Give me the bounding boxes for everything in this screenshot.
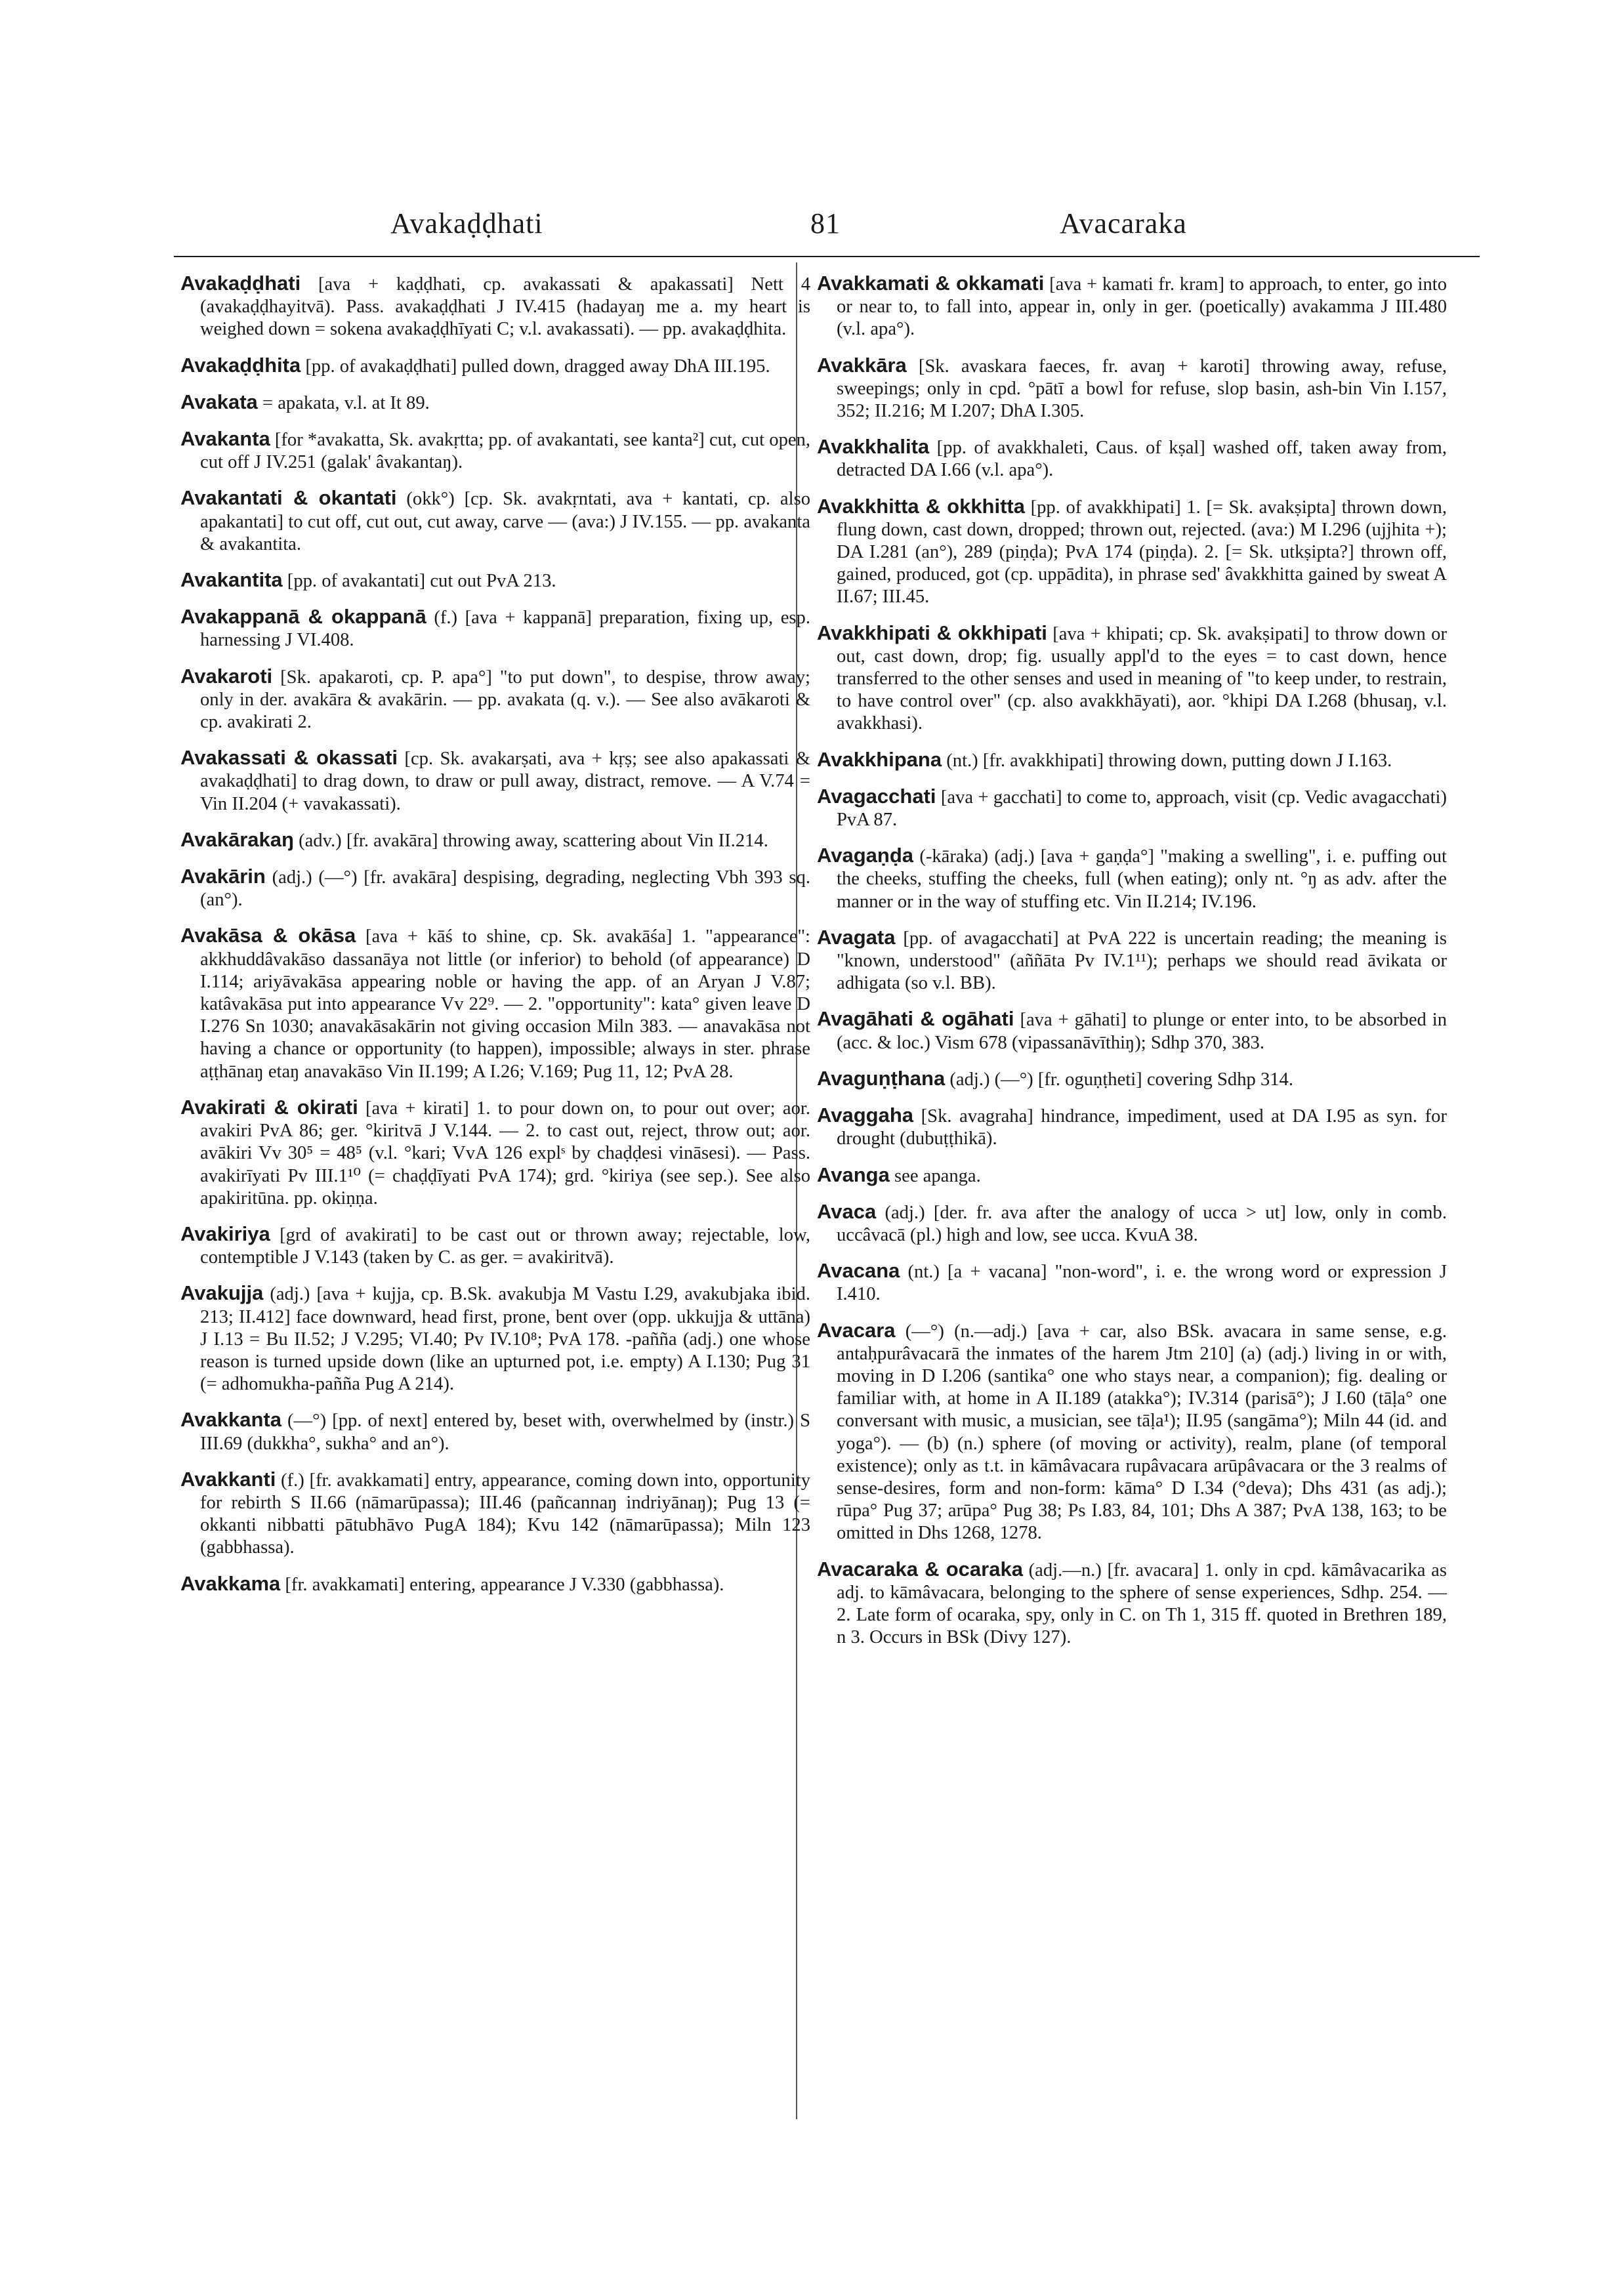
entry-definition: [ava + kamati fr. kram] to approach, to enter, go into or near to, to fall into, appear in, only in ger. (poetically) avakamma J III.480 (v.l. apa°). <box>837 274 1447 340</box>
entry-definition: (adj.) [der. fr. ava after the analogy of ucca > ut] low, only in comb. uccâvacā (pl.) high and low, see ucca. KvuA 38. <box>837 1202 1447 1245</box>
dictionary-entry <box>817 1164 1447 1188</box>
dictionary-entry <box>817 272 1447 341</box>
entry-definition: [Sk. apakaroti, cp. P. apa°] "to put down", to despise, throw away; only in der. avakāra & avakārin. — pp. avakata (q. v.). — See also avākaroti & cp. avakirati 2. <box>200 667 810 733</box>
entry-headword: Avakaḍḍhita <box>180 353 301 377</box>
entry-headword: Avacaraka & ocaraka <box>817 1557 1023 1581</box>
entry-headword: Avakkanti <box>180 1467 276 1491</box>
dictionary-entry <box>817 926 1447 995</box>
entry-definition: (adj.) (—°) [fr. avakāra] despising, degrading, neglecting Vbh 393 sq. (an°). <box>200 867 810 911</box>
entry-headword: Avakaḍḍhati <box>180 272 301 295</box>
entry-headword: Avagacchati <box>817 784 936 808</box>
entry-headword: Avacana <box>817 1259 900 1283</box>
dictionary-entry <box>817 495 1447 609</box>
entry-headword: Avakiriya <box>180 1222 270 1245</box>
entry-headword: Avakantati & okantati <box>180 486 397 510</box>
entry-headword: Avakirati & okirati <box>180 1095 358 1119</box>
dictionary-entry <box>180 924 810 1083</box>
entry-headword: Avanga <box>817 1163 890 1186</box>
entry-definition: [ava + khipati; cp. Sk. avakṣipati] to throw down or out, cast down, drop; fig. usually appl'd to the eyes = to cast down, hence transferred to the other senses and used in meaning of "to keep under, to restrain, to have control over" (cp. also avakkhāyati), aor. °khipi DA I.268 (bhusaŋ, v.l. avakkhasi). <box>837 623 1447 734</box>
entry-definition: [ava + gāhati] to plunge or enter into, to be absorbed in (acc. & loc.) Vism 678 (vipassanāvīthiŋ); Sdhp 370, 383. <box>837 1010 1447 1053</box>
dictionary-entry <box>180 487 810 556</box>
header-last-headword: Avacaraka <box>1060 207 1187 239</box>
dictionary-entry <box>180 391 810 415</box>
entry-definition: [ava + gacchati] to come to, approach, visit (cp. Vedic avagacchati) PvA 87. <box>837 787 1447 831</box>
entry-headword: Avakkhipana <box>817 747 942 771</box>
entry-headword: Avakārin <box>180 865 266 888</box>
right-column <box>817 272 1447 1662</box>
dictionary-entry <box>817 749 1447 772</box>
dictionary-entry <box>817 1260 1447 1306</box>
dictionary-entry <box>817 1201 1447 1247</box>
dictionary-entry <box>180 1573 810 1596</box>
header-rule <box>174 256 1480 257</box>
entry-headword: Avaggaha <box>817 1104 914 1127</box>
entry-definition: [grd of avakirati] to be cast out or thrown away; rejectable, low, contemptible J V.143 (taken by C. as ger. = avakiritvā). <box>200 1224 810 1268</box>
entry-headword: Avaca <box>817 1199 877 1223</box>
dictionary-entry <box>817 1104 1447 1150</box>
header-first-headword: Avakaḍḍhati <box>390 207 543 239</box>
entry-definition: (f.) [fr. avakkamati] entry, appearance, coming down into, opportunity for rebirth S II.66 (nāmarūpassa); III.46 (pañcannaŋ indriyānaŋ); Pug 13 (= okkanti nibbatti pātubhāvo PugA 184); Kvu 142 (nāmarūpassa); Miln 123 (gabbhassa). <box>200 1470 810 1558</box>
entry-definition: [ava + kaḍḍhati, cp. avakassati & apakassati] Nett 4 (avakaḍḍhayitvā). Pass. avakaḍḍhati J IV.415 (hadayaŋ me a. my heart is weighed down = sokena avakaḍḍhīyati C; v.l. avakassati). — pp. avakaḍḍhita. <box>200 274 810 340</box>
entry-definition: see apanga. <box>894 1165 981 1186</box>
dictionary-entry <box>180 1409 810 1455</box>
entry-headword: Avagāhati & ogāhati <box>817 1007 1014 1031</box>
dictionary-entry <box>180 272 810 341</box>
page-number: 81 <box>810 207 841 239</box>
dictionary-entry <box>817 436 1447 482</box>
entry-headword: Avakassati & okassati <box>180 746 398 770</box>
dictionary-entry <box>180 428 810 474</box>
dictionary-entry <box>180 829 810 852</box>
entry-headword: Avakāsa & okāsa <box>180 924 356 947</box>
dictionary-entry <box>817 1008 1447 1054</box>
entry-definition: (adj.) (—°) [fr. oguṇṭheti] covering Sdhp 314. <box>949 1069 1293 1090</box>
entry-headword: Avakanta <box>180 427 270 451</box>
left-column <box>180 272 810 1609</box>
dictionary-entry <box>180 1468 810 1560</box>
entry-headword: Avagata <box>817 925 896 949</box>
entry-headword: Avagaṇḍa <box>817 844 914 867</box>
entry-headword: Avakkhipati & okkhipati <box>817 621 1047 644</box>
entry-definition: [fr. avakkamati] entering, appearance J V.330 (gabbhassa). <box>285 1574 724 1595</box>
dictionary-entry <box>180 665 810 734</box>
entry-headword: Avakkhitta & okkhitta <box>817 494 1025 518</box>
entry-definition: = apakata, v.l. at It 89. <box>262 392 430 413</box>
entry-definition: [pp. of avakkhipati] 1. [= Sk. avakṣipta] thrown down, flung down, cast down, dropped; thrown out, rejected. (ava:) M I.296 (ujjhita +); DA I.281 (an°), 289 (piṇḍa); PvA 174 (piṇḍa). 2. [= Sk. utkṣipta?] thrown off, gained, produced, got (cp. uppādita), in phrase sed' âvakkhitta gained by sweat A II.67; III.45. <box>837 497 1447 608</box>
entry-headword: Avakantita <box>180 568 283 592</box>
entry-definition: [pp. of avakantati] cut out PvA 213. <box>287 571 556 592</box>
entry-definition: [cp. Sk. avakarṣati, ava + kṛṣ; see also apakassati & avakaḍḍhati] to drag down, to draw or pull away, distract, remove. — A V.74 = Vin II.204 (+ vavakassati). <box>200 749 810 814</box>
entry-headword: Avakappanā & okappanā <box>180 605 427 629</box>
dictionary-entry <box>817 785 1447 831</box>
entry-definition: (adv.) [fr. avakāra] throwing away, scattering about Vin II.214. <box>299 830 768 851</box>
entry-headword: Avakkhalita <box>817 435 930 459</box>
dictionary-entry <box>817 1319 1447 1545</box>
entry-definition: (nt.) [a + vacana] "non-word", i. e. the wrong word or expression J I.410. <box>837 1262 1447 1305</box>
entry-definition: [ava + kāś to shine, cp. Sk. avakāśa] 1. "appearance": akkhuddâvakāso dassanāya not little (or inferior) to behold (of appearance) D I.114; ariyāvakāsa appearing noble or having the app. of an Aryan J V.87; katâvakāsa put into appearance Vv 22⁹. — 2. "opportunity": kata° given leave D I.276 Sn 1030; anavakāsakārin not giving occasion Miln 383. — anavakāsa not having a chance or opportunity (to happen), impossible; always in ster. phrase aṭṭhānaŋ etaŋ anavakāso Vin II.199; A I.26; V.169; Pug 11, 12; PvA 28. <box>200 926 810 1082</box>
entry-definition: [ava + kirati] 1. to pour down on, to pour out over; aor. avakiri PvA 86; ger. °kiritvā J V.144. — 2. to cast out, reject, throw out; aor. avākiri Vv 30⁵ = 48⁵ (v.l. °kari; VvA 126 explˢ by chaḍḍesi vināsesi). — Pass. avakirīyati Pv III.1¹⁰ (= chaḍḍīyati PvA 174); grd. °kiriya (see sep.). See also apakiritūna. pp. okiṇṇa. <box>200 1098 810 1209</box>
entry-definition: [Sk. avaskara faeces, fr. avaŋ + karoti] throwing away, refuse, sweepings; only in cpd. °pātī a bowl for refuse, slop basin, ash-bin Vin I.157, 352; II.216; M I.207; DhA I.305. <box>837 356 1447 422</box>
running-header <box>174 207 1480 253</box>
entry-definition: [pp. of avagacchati] at PvA 222 is uncertain reading; the meaning is "known, understood" (aññāta Pv IV.1¹¹); perhaps we should read āvikata or adhigata (so v.l. BB). <box>837 928 1447 994</box>
entry-definition: (—°) (n.—adj.) [ava + car, also BSk. avacara in same sense, e.g. antaḥpurâvacarā the inmates of the harem Jtm 210] (a) (adj.) living in or with, moving in D I.206 (santika° one who stays near, a companion); fig. dealing or familiar with, at home in A II.189 (atakka°); IV.314 (parisā°); J I.60 (tāḷa° one conversant with music, a musician, see tāḷa¹); II.95 (sangāma°); Miln 44 (id. and yoga°). — (b) (n.) sphere (of moving or activity), realm, plane (of temporal existence); only as t.t. in kāmâvacara rupâvacara arūpâvacara or the 3 realms of sense-desires, form and non-form: kāma° D I.34 (°deva); Dhs 431 (as adj.); rūpa° Pug 37; arūpa° Pug 38; Ps I.83, 84, 101; Dhs A 387; PvA 138, 163; to be omitted in Dhs 1268, 1278. <box>837 1321 1447 1544</box>
dictionary-entry <box>817 354 1447 423</box>
dictionary-entry <box>817 1558 1447 1649</box>
entry-headword: Avakkamati & okkamati <box>817 272 1045 295</box>
entry-definition: (-kāraka) (adj.) [ava + gaṇḍa°] "making a swelling", i. e. puffing out the cheeks, stuffing the cheeks, full (when eating); only nt. °ŋ as adv. after the manner or in the way of stuffing etc. Vin II.214; IV.196. <box>837 846 1447 912</box>
entry-headword: Avakkāra <box>817 353 907 377</box>
entry-definition: [for *avakatta, Sk. avakṛtta; pp. of avakantati, see kanta²] cut, cut open, cut off J IV.251 (galak' âvakantaŋ). <box>200 430 811 473</box>
entry-headword: Avakujja <box>180 1281 264 1305</box>
dictionary-entry <box>817 844 1447 913</box>
entry-definition: (—°) [pp. of next] entered by, beset with, overwhelmed by (instr.) S III.69 (dukkha°, sukha° and an°). <box>200 1411 810 1454</box>
dictionary-entry <box>180 569 810 592</box>
entry-definition: (nt.) [fr. avakkhipati] throwing down, putting down J I.163. <box>946 750 1392 771</box>
entry-headword: Avakkanta <box>180 1408 281 1432</box>
entry-definition: (f.) [ava + kappanā] preparation, fixing up, esp. harnessing J VI.408. <box>200 608 811 651</box>
dictionary-entry <box>180 865 810 911</box>
dictionary-entry <box>817 1067 1447 1091</box>
entry-headword: Avaguṇṭhana <box>817 1066 946 1090</box>
dictionary-entry <box>180 354 810 378</box>
entry-headword: Avacara <box>817 1318 896 1342</box>
entry-headword: Avakata <box>180 390 258 413</box>
entry-definition: (okk°) [cp. Sk. avakṛntati, ava + kantati, cp. also apakantati] to cut off, cut out, cut away, carve — (ava:) J IV.155. — pp. avakanta & avakantita. <box>200 489 810 554</box>
dictionary-entry <box>180 1223 810 1269</box>
entry-definition: (adj.) [ava + kujja, cp. B.Sk. avakubja M Vastu I.29, avakubjaka ibid. 213; II.412] face downward, head first, prone, bent over (opp. ukkujja & uttāna) J I.13 = Bu II.52; J V.295; VI.40; Pv IV.10⁸; PvA 178. -pañña (adj.) one whose reason is turned upside down (like an upturned pot, i.e. empty) A I.130; Pug 31 (= adhomukha-pañña Pug A 214). <box>200 1284 810 1395</box>
dictionary-entry <box>817 622 1447 735</box>
entry-definition: [Sk. avagraha] hindrance, impediment, used at DA I.95 as syn. for drought (dubuṭṭhikā). <box>837 1106 1447 1149</box>
entry-definition: [pp. of avakkhaleti, Caus. of kṣal] washed off, taken away from, detracted DA I.66 (v.l. apa°). <box>837 438 1447 481</box>
dictionary-entry <box>180 747 810 816</box>
dictionary-entry <box>180 1096 810 1210</box>
entry-headword: Avakkama <box>180 1571 281 1595</box>
entry-definition: [pp. of avakaḍḍhati] pulled down, dragged away DhA III.195. <box>305 356 770 377</box>
dictionary-entry <box>180 1282 810 1396</box>
entry-headword: Avakārakaŋ <box>180 827 294 851</box>
dictionary-entry <box>180 606 810 651</box>
entry-definition: (adj.—n.) [fr. avacara] 1. only in cpd. kāmâvacarika as adj. to kāmâvacara, belonging to the sphere of sense experiences, Sdhp. 254. — 2. Late form of ocaraka, spy, only in C. on Th 1, 315 ff. quoted in Brethren 189, n 3. Occurs in BSk (Divy 127). <box>837 1560 1447 1648</box>
entry-headword: Avakaroti <box>180 664 273 688</box>
